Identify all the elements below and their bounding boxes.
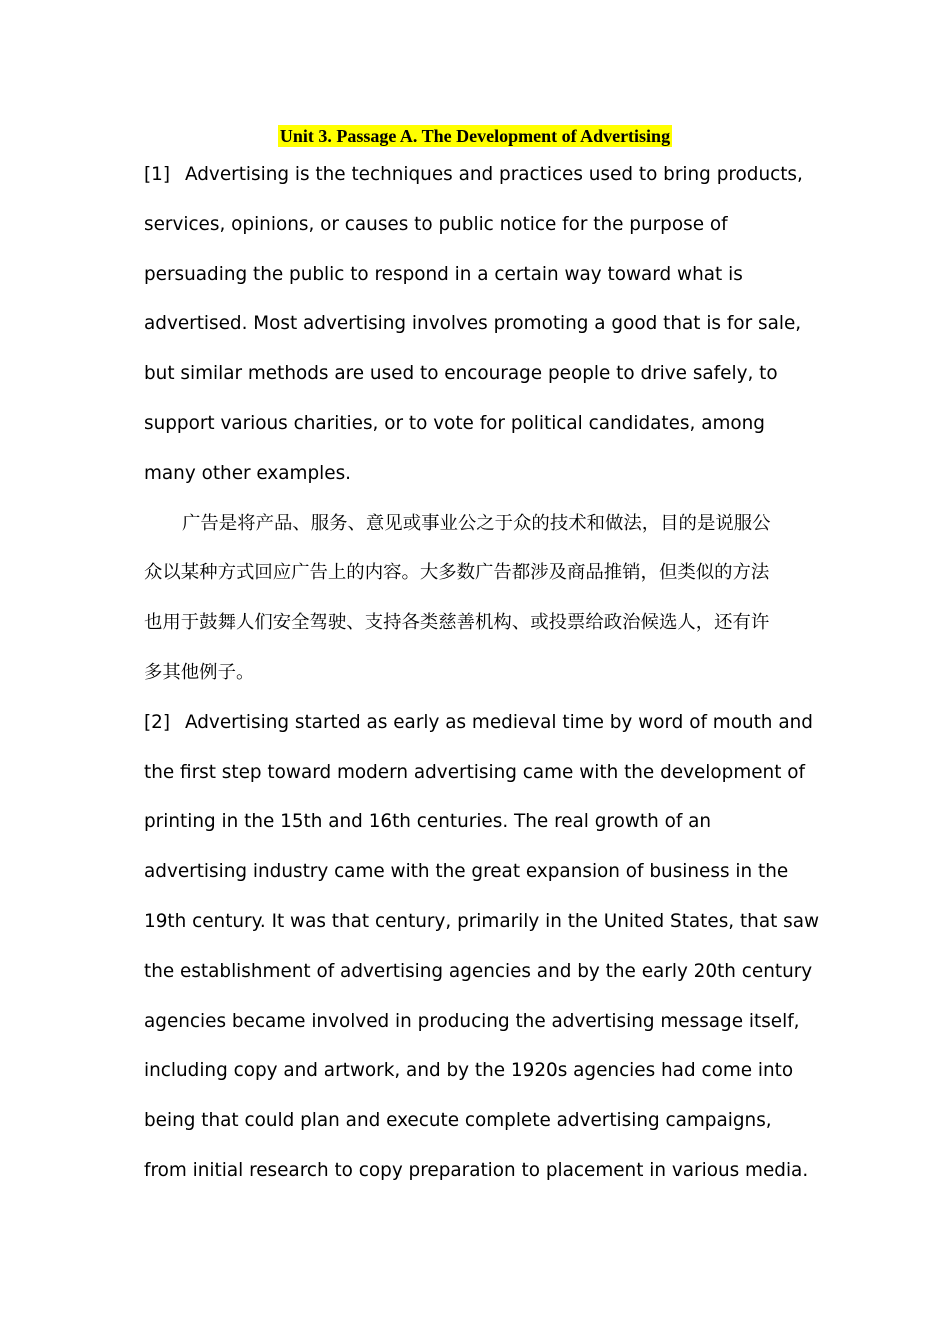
paragraph-line: support various charities, or to vote for political candidates, among	[144, 412, 765, 434]
paragraph-line: agencies became involved in producing the advertising message itself,	[144, 1010, 800, 1032]
paragraph-line: services, opinions, or causes to public notice for the purpose of	[144, 213, 728, 235]
paragraph-line: [1] Advertising is the techniques and practices used to bring products,	[144, 150, 812, 200]
paragraph-line: including copy and artwork, and by the 1920s agencies had come into	[144, 1060, 794, 1082]
paragraph-1-english	[144, 150, 812, 499]
paragraph-line: being that could plan and execute complete advertising campaigns,	[144, 1110, 772, 1132]
paragraph-line: [2] Advertising started as early as medieval time by word of mouth and	[144, 698, 812, 748]
paragraph-line: 广告是将产品、服务、意见或事业公之于众的技术和做法，目的是说服公	[182, 512, 771, 534]
paragraph-line: many other examples.	[144, 462, 351, 484]
paragraph-marker: [1]	[144, 164, 171, 185]
paragraph-line: 19th century. It was that century, primarily in the United States, that saw	[144, 910, 820, 932]
passage-body	[144, 150, 820, 1196]
paragraph-line: advertising industry came with the great expansion of business in the	[144, 861, 789, 883]
paragraph-line: the establishment of advertising agencies and by the early 20th century	[144, 960, 813, 982]
paragraph-1-chinese	[144, 499, 812, 698]
passage-title: Unit 3. Passage A. The Development of Advertising	[279, 126, 671, 146]
paragraph-marker: [2]	[144, 711, 171, 733]
paragraph-line: from initial research to copy preparation to placement in various media.	[144, 1159, 809, 1181]
paragraph-line: advertised. Most advertising involves promoting a good that is for sale,	[144, 313, 802, 335]
paragraph-line: persuading the public to respond in a certain way toward what is	[144, 263, 743, 285]
paragraph-2-english	[144, 698, 820, 1196]
paragraph-line: printing in the 15th and 16th centuries. The real growth of an	[144, 811, 712, 833]
paragraph-line: 也用于鼓舞人们安全驾驶、支持各类慈善机构、或投票给政治候选人，还有许	[144, 612, 770, 634]
paragraph-line: 众以某种方式回应广告上的内容。大多数广告都涉及商品推销，但类似的方法	[144, 562, 770, 584]
paragraph-line: the first step toward modern advertising came with the development of	[144, 761, 805, 783]
paragraph-line: but similar methods are used to encourage people to drive safely, to	[144, 363, 778, 385]
title-container	[0, 125, 950, 147]
paragraph-line: 多其他例子。	[144, 661, 255, 683]
